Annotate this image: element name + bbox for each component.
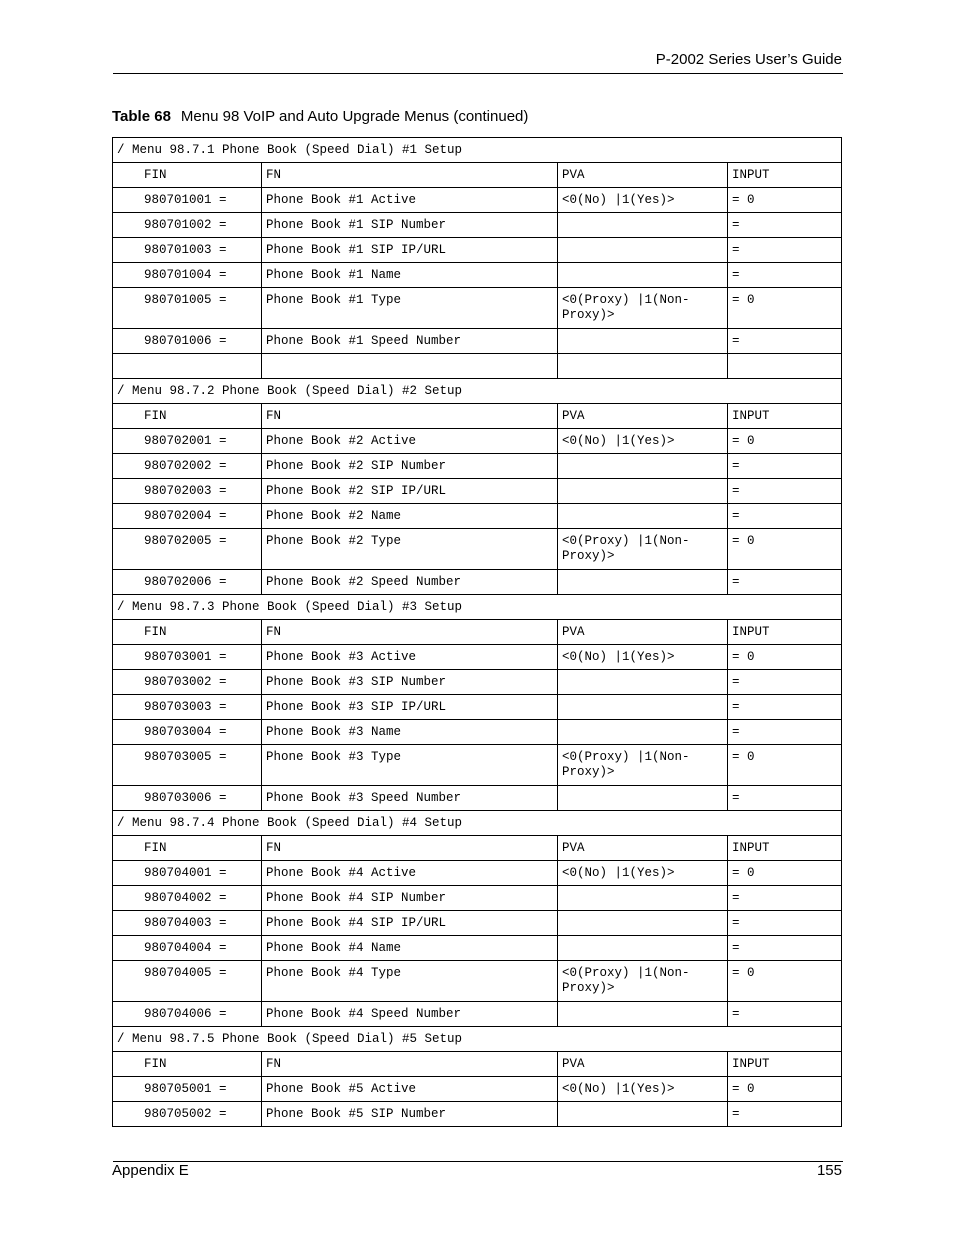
column-header-pva: PVA: [558, 1052, 728, 1077]
cell-fn: Phone Book #4 Active: [262, 861, 558, 886]
cell-input: = 0: [728, 288, 842, 329]
table-row: [113, 695, 842, 720]
cell-fn: Phone Book #3 Name: [262, 720, 558, 745]
page-number: 155: [816, 1162, 842, 1179]
cell-pva: <0(No) |1(Yes)>: [558, 645, 728, 670]
cell-fn: Phone Book #2 Active: [262, 429, 558, 454]
cell-input: =: [728, 570, 842, 595]
menu-section-title: / Menu 98.7.4 Phone Book (Speed Dial) #4 Setup: [113, 811, 842, 836]
table-row: [113, 936, 842, 961]
menu-table-container: [112, 137, 841, 1127]
cell-input: =: [728, 695, 842, 720]
column-header-row: [113, 620, 842, 645]
cell-fn: Phone Book #2 Name: [262, 504, 558, 529]
table-row: [113, 911, 842, 936]
table-row: [113, 886, 842, 911]
empty-cell: [558, 354, 728, 379]
table-row: [113, 645, 842, 670]
cell-pva: <0(Proxy) |1(Non-Proxy)>: [558, 961, 728, 1002]
cell-input: =: [728, 911, 842, 936]
cell-fn: Phone Book #3 Speed Number: [262, 786, 558, 811]
cell-fin: 980702006 =: [113, 570, 262, 595]
cell-pva: [558, 329, 728, 354]
column-header-fn: FN: [262, 836, 558, 861]
column-header-fn: FN: [262, 620, 558, 645]
table-row: [113, 238, 842, 263]
cell-fin: 980704004 =: [113, 936, 262, 961]
cell-input: =: [728, 886, 842, 911]
cell-fin: 980703004 =: [113, 720, 262, 745]
cell-input: = 0: [728, 529, 842, 570]
column-header-row: [113, 163, 842, 188]
column-header-pva: PVA: [558, 404, 728, 429]
cell-input: =: [728, 504, 842, 529]
table-row: [113, 454, 842, 479]
cell-fin: 980703002 =: [113, 670, 262, 695]
cell-fn: Phone Book #2 Speed Number: [262, 570, 558, 595]
cell-fin: 980701003 =: [113, 238, 262, 263]
cell-pva: [558, 670, 728, 695]
column-header-fin: FIN: [113, 836, 262, 861]
cell-pva: [558, 786, 728, 811]
menu-section-title: / Menu 98.7.2 Phone Book (Speed Dial) #2 Setup: [113, 379, 842, 404]
menu-table: [112, 137, 842, 1127]
column-header-pva: PVA: [558, 620, 728, 645]
cell-fn: Phone Book #4 Type: [262, 961, 558, 1002]
column-header-input: INPUT: [728, 620, 842, 645]
cell-input: =: [728, 786, 842, 811]
cell-fin: 980701002 =: [113, 213, 262, 238]
table-row: [113, 288, 842, 329]
cell-fn: Phone Book #3 SIP Number: [262, 670, 558, 695]
cell-fin: 980703001 =: [113, 645, 262, 670]
menu-section-row: [113, 811, 842, 836]
column-header-input: INPUT: [728, 836, 842, 861]
table-row: [113, 529, 842, 570]
cell-input: =: [728, 454, 842, 479]
cell-pva: [558, 479, 728, 504]
empty-cell: [113, 354, 262, 379]
cell-pva: <0(No) |1(Yes)>: [558, 1077, 728, 1102]
menu-section-row: [113, 138, 842, 163]
cell-pva: [558, 1102, 728, 1127]
cell-pva: [558, 454, 728, 479]
column-header-row: [113, 836, 842, 861]
menu-section-row: [113, 379, 842, 404]
footer-appendix-label: Appendix E: [112, 1162, 189, 1179]
cell-fn: Phone Book #1 Active: [262, 188, 558, 213]
cell-fn: Phone Book #1 SIP Number: [262, 213, 558, 238]
cell-input: =: [728, 936, 842, 961]
cell-fin: 980702002 =: [113, 454, 262, 479]
table-row: [113, 329, 842, 354]
cell-fin: 980701006 =: [113, 329, 262, 354]
cell-input: =: [728, 263, 842, 288]
column-header-fin: FIN: [113, 620, 262, 645]
column-header-input: INPUT: [728, 163, 842, 188]
table-row: [113, 720, 842, 745]
cell-fn: Phone Book #4 Name: [262, 936, 558, 961]
header-divider: [113, 73, 843, 74]
column-header-fn: FN: [262, 163, 558, 188]
cell-fn: Phone Book #3 SIP IP/URL: [262, 695, 558, 720]
cell-fn: Phone Book #1 SIP IP/URL: [262, 238, 558, 263]
table-row: [113, 429, 842, 454]
cell-pva: [558, 238, 728, 263]
cell-fn: Phone Book #4 SIP IP/URL: [262, 911, 558, 936]
cell-pva: [558, 911, 728, 936]
cell-pva: [558, 1002, 728, 1027]
cell-fin: 980704001 =: [113, 861, 262, 886]
menu-section-row: [113, 595, 842, 620]
cell-pva: [558, 570, 728, 595]
cell-fn: Phone Book #4 Speed Number: [262, 1002, 558, 1027]
cell-input: =: [728, 238, 842, 263]
table-row: [113, 570, 842, 595]
empty-spacer-row: [113, 354, 842, 379]
cell-fin: 980704005 =: [113, 961, 262, 1002]
menu-table-body: [113, 138, 842, 1127]
menu-section-row: [113, 1027, 842, 1052]
cell-fin: 980704006 =: [113, 1002, 262, 1027]
cell-pva: [558, 720, 728, 745]
cell-pva: <0(Proxy) |1(Non-Proxy)>: [558, 529, 728, 570]
cell-input: = 0: [728, 188, 842, 213]
table-row: [113, 504, 842, 529]
table-row: [113, 479, 842, 504]
column-header-fn: FN: [262, 1052, 558, 1077]
cell-fn: Phone Book #5 Active: [262, 1077, 558, 1102]
cell-fin: 980702005 =: [113, 529, 262, 570]
cell-fn: Phone Book #2 SIP Number: [262, 454, 558, 479]
cell-pva: [558, 213, 728, 238]
table-row: [113, 1077, 842, 1102]
cell-input: =: [728, 479, 842, 504]
menu-section-title: / Menu 98.7.3 Phone Book (Speed Dial) #3 Setup: [113, 595, 842, 620]
cell-input: = 0: [728, 429, 842, 454]
cell-fin: 980702004 =: [113, 504, 262, 529]
column-header-pva: PVA: [558, 836, 728, 861]
table-caption-label: Table 68: [112, 108, 171, 125]
table-caption: [112, 108, 528, 125]
empty-cell: [728, 354, 842, 379]
cell-input: = 0: [728, 645, 842, 670]
cell-fn: Phone Book #5 SIP Number: [262, 1102, 558, 1127]
cell-input: =: [728, 720, 842, 745]
cell-fn: Phone Book #4 SIP Number: [262, 886, 558, 911]
cell-pva: [558, 936, 728, 961]
table-caption-text: Menu 98 VoIP and Auto Upgrade Menus (continued): [180, 108, 529, 125]
column-header-fin: FIN: [113, 404, 262, 429]
footer-divider: [113, 1161, 843, 1162]
table-row: [113, 670, 842, 695]
cell-input: =: [728, 329, 842, 354]
cell-fin: 980704003 =: [113, 911, 262, 936]
cell-pva: <0(No) |1(Yes)>: [558, 429, 728, 454]
column-header-fin: FIN: [113, 1052, 262, 1077]
cell-input: =: [728, 1002, 842, 1027]
table-row: [113, 861, 842, 886]
cell-fin: 980703006 =: [113, 786, 262, 811]
table-row: [113, 263, 842, 288]
table-row: [113, 1102, 842, 1127]
cell-pva: [558, 695, 728, 720]
table-row: [113, 786, 842, 811]
cell-fin: 980703003 =: [113, 695, 262, 720]
cell-fn: Phone Book #2 SIP IP/URL: [262, 479, 558, 504]
cell-pva: [558, 504, 728, 529]
column-header-pva: PVA: [558, 163, 728, 188]
cell-fin: 980701004 =: [113, 263, 262, 288]
cell-fn: Phone Book #2 Type: [262, 529, 558, 570]
column-header-fn: FN: [262, 404, 558, 429]
column-header-row: [113, 404, 842, 429]
cell-input: = 0: [728, 961, 842, 1002]
cell-fn: Phone Book #3 Active: [262, 645, 558, 670]
cell-input: =: [728, 1102, 842, 1127]
column-header-row: [113, 1052, 842, 1077]
cell-pva: <0(No) |1(Yes)>: [558, 861, 728, 886]
cell-pva: [558, 886, 728, 911]
table-row: [113, 188, 842, 213]
column-header-input: INPUT: [728, 404, 842, 429]
cell-input: = 0: [728, 861, 842, 886]
table-row: [113, 213, 842, 238]
table-row: [113, 1002, 842, 1027]
cell-input: = 0: [728, 1077, 842, 1102]
menu-section-title: / Menu 98.7.1 Phone Book (Speed Dial) #1 Setup: [113, 138, 842, 163]
cell-fin: 980702003 =: [113, 479, 262, 504]
cell-pva: <0(No) |1(Yes)>: [558, 188, 728, 213]
cell-fin: 980702001 =: [113, 429, 262, 454]
cell-input: =: [728, 670, 842, 695]
cell-input: = 0: [728, 745, 842, 786]
menu-section-title: / Menu 98.7.5 Phone Book (Speed Dial) #5 Setup: [113, 1027, 842, 1052]
column-header-fin: FIN: [113, 163, 262, 188]
cell-input: =: [728, 213, 842, 238]
cell-fin: 980705001 =: [113, 1077, 262, 1102]
cell-fin: 980701001 =: [113, 188, 262, 213]
cell-fin: 980704002 =: [113, 886, 262, 911]
cell-pva: <0(Proxy) |1(Non-Proxy)>: [558, 745, 728, 786]
cell-pva: [558, 263, 728, 288]
cell-fn: Phone Book #1 Type: [262, 288, 558, 329]
empty-cell: [262, 354, 558, 379]
table-row: [113, 961, 842, 1002]
table-row: [113, 745, 842, 786]
cell-fin: 980705002 =: [113, 1102, 262, 1127]
cell-fn: Phone Book #1 Speed Number: [262, 329, 558, 354]
column-header-input: INPUT: [728, 1052, 842, 1077]
cell-fn: Phone Book #1 Name: [262, 263, 558, 288]
running-header-title: P-2002 Series User’s Guide: [655, 51, 842, 68]
cell-fn: Phone Book #3 Type: [262, 745, 558, 786]
cell-fin: 980701005 =: [113, 288, 262, 329]
cell-pva: <0(Proxy) |1(Non-Proxy)>: [558, 288, 728, 329]
cell-fin: 980703005 =: [113, 745, 262, 786]
